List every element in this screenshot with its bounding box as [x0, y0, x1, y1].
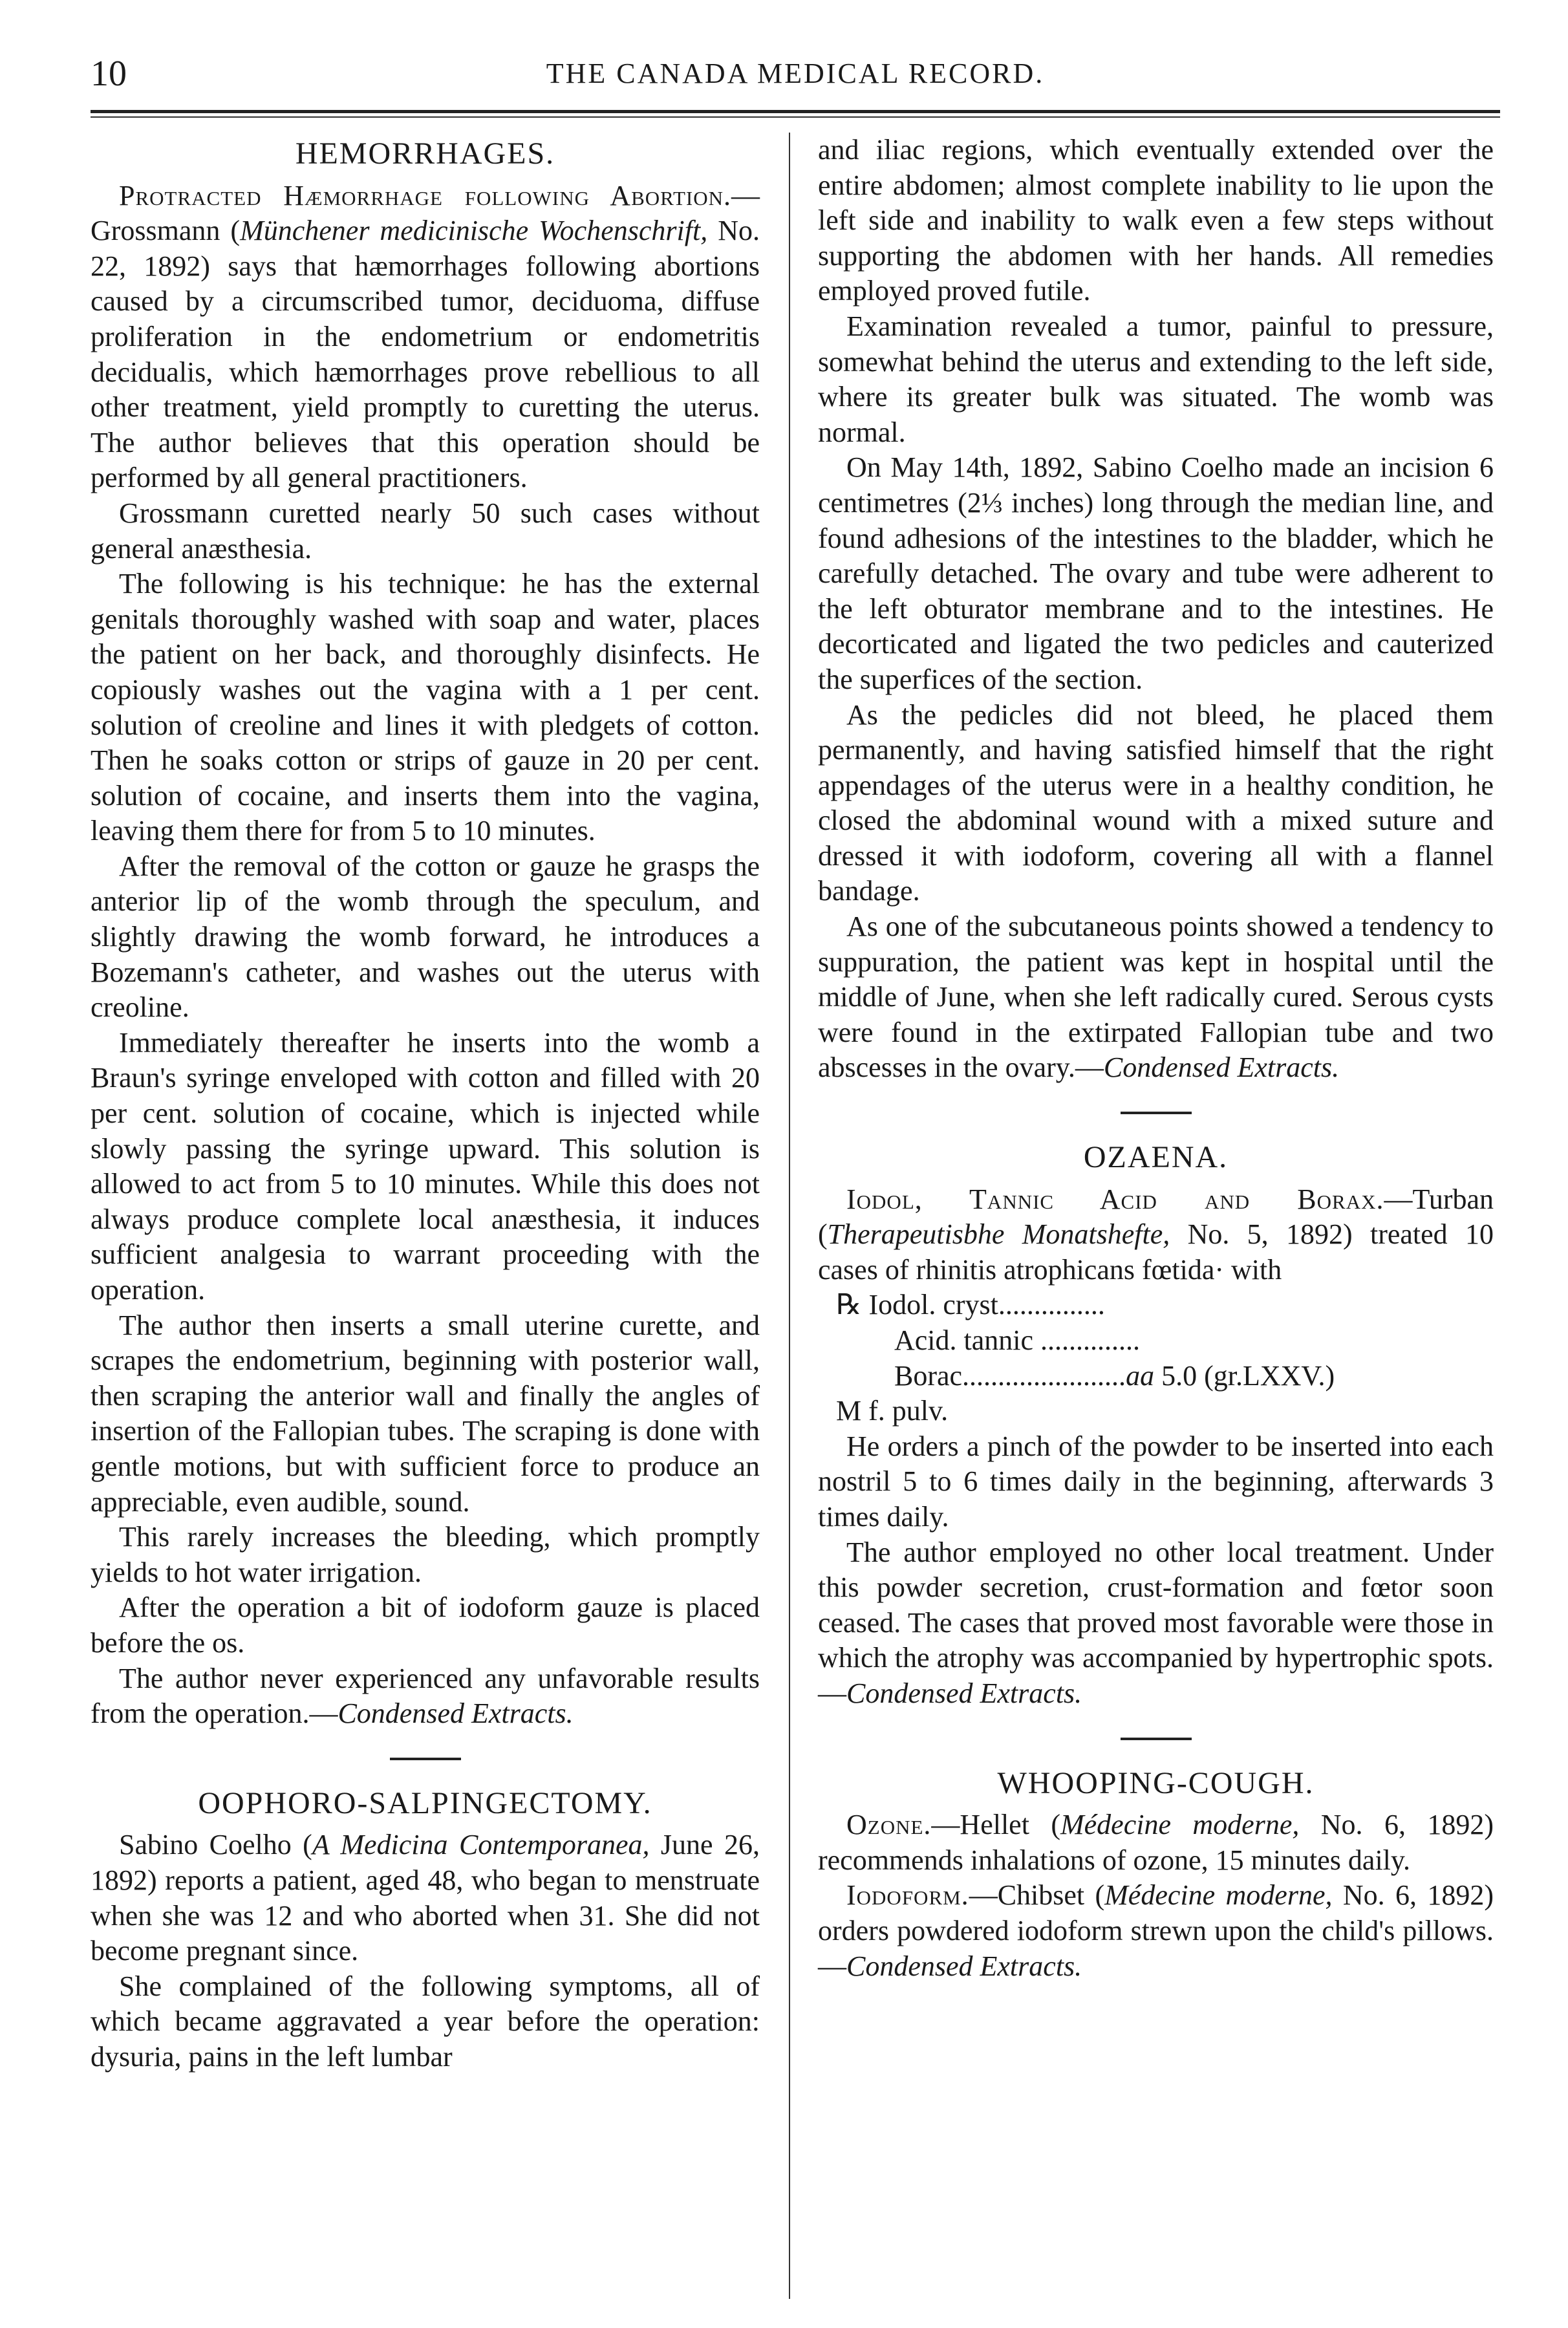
page-header [91, 53, 1500, 111]
article-paragraph: On May 14th, 1892, Sabino Coelho made an incision 6 centimetres (2⅓ inches) long through the median line, and found adhesions of the intestines to the bladder, which he carefully detached. The ovary and tube were adherent to the left obturator membrane and to the intestines. He decorticated and ligated the two pedicles and cauterized the superfices of the section. [818, 451, 1494, 695]
article-paragraph: The author then inserts a small uterine curette, and scrapes the endometrium, beginning with posterior wall, then scraping the anterior wall and finally the angles of insertion of the Fallopian tubes. The scraping is done with gentle motions, but with sufficient force to produce an appreciable, even audible, sound. [91, 1309, 760, 1518]
article-paragraph: Immediately thereafter he inserts into the womb a Braun's syringe enveloped with cotton and filled with 20 per cent. solution of cocaine, which is injected while slowly passing the syringe upward. This solution is allowed to act from 5 to 10 minutes. While this does not always produce complete local anæsthesia, it induces sufficient analgesia to warrant proceeding with the operation. [91, 1026, 760, 1306]
section-heading-whooping-cough: WHOOPING-COUGH. [997, 1765, 1315, 1800]
source-credit: Condensed Extracts. [338, 1697, 574, 1730]
prescription-line [818, 1288, 1494, 1323]
article-paragraph: and iliac regions, which eventually extended over the entire abdomen; almost complete inability to lie upon the left side and inability to walk even a few steps without supporting the abdomen with her hands. All remedies employed proved futile. [818, 134, 1494, 307]
paragraph-text: —Grossmann ( [91, 179, 760, 247]
prescription-text: 5.0 (gr.LXXV.) [1154, 1359, 1335, 1392]
journal-title: A Medicina Contemporanea, [312, 1829, 650, 1861]
paragraph-text: Sabino Coelho ( [119, 1829, 312, 1861]
prescription-text: Borac....................... [894, 1359, 1126, 1392]
paragraph-text: The author employed no other local treatment. Under this powder secretion, crust-formation and fœtor soon ceased. The cases that proved most favorable were those in which the atrophy was accompanied by hypertrophic spots.— [818, 1536, 1494, 1709]
paragraph-text: No. 6, 1892) recommends inhalations of ozone, 15 minutes daily. [818, 1809, 1494, 1876]
paragraph-text: —Hellet ( [931, 1809, 1060, 1841]
article-paragraph [818, 909, 1494, 1086]
paragraph-text: No. 22, 1892) says that hæmorrhages following abortions caused by a circumscribed tumor, deciduoma, diffuse proliferation in the endometrium or endometritis decidualis, which hæmorrhages prove rebellious to all other treatment, yield promptly to curetting the uterus. The author believes that this operation should be performed by all general practitioners. [91, 215, 760, 494]
article-paragraph [91, 178, 760, 496]
running-title: THE CANADA MEDICAL RECORD. [546, 58, 1045, 89]
article-paragraph: As the pedicles did not bleed, he placed them permanently, and having satisfied himself that the right appendages of the uterus were in a healthy condition, he closed the abdominal wound with a mixed suture and dressed it with iodoform, covering all with a flannel bandage. [818, 698, 1494, 907]
article-lead: Protracted Hæmorrhage following Abortion. [119, 179, 731, 211]
paragraph-text: No. 6, 1892) orders powdered iodoform strewn upon the child's pillows.— [818, 1879, 1494, 1982]
source-credit: Condensed Extracts. [1103, 1051, 1340, 1084]
article-paragraph [818, 1878, 1494, 1984]
source-credit: Condensed Extracts. [846, 1950, 1082, 1982]
prescription-aa: aa [1126, 1359, 1155, 1392]
right-column [818, 133, 1494, 1984]
article-lead: Iodol, Tannic Acid and Borax. [846, 1183, 1384, 1215]
page-number: 10 [91, 54, 127, 94]
article-paragraph: Examination revealed a tumor, painful to pressure, somewhat behind the uterus and extending to the left side, where its greater bulk was situated. The womb was normal. [818, 310, 1494, 448]
article-lead: Ozone. [846, 1809, 932, 1841]
rx-symbol: ℞ [836, 1288, 862, 1322]
section-separator [1121, 1112, 1192, 1114]
article-lead: Iodoform. [846, 1879, 969, 1912]
section-heading-oophoro-salpingectomy: OOPHORO-SALPINGECTOMY. [198, 1785, 652, 1820]
article-paragraph: Grossmann curetted nearly 50 such cases without general anæsthesia. [91, 497, 760, 565]
paragraph-text: June 26, 1892) reports a patient, aged 48, who began to menstruate when she was 12 and who aborted when 31. She did not become pregnant since. [91, 1829, 760, 1967]
section-heading-ozaena: OZAENA. [1083, 1140, 1229, 1175]
article-paragraph: After the operation a bit of iodoform gauze is placed before the os. [91, 1591, 760, 1659]
prescription-line: M f. pulv. [836, 1395, 949, 1427]
article-paragraph: This rarely increases the bleeding, which promptly yields to hot water irrigation. [91, 1521, 760, 1588]
journal-title: Médecine moderne, [1104, 1879, 1333, 1912]
header-rule-thick [91, 110, 1500, 113]
article-paragraph: She complained of the following symptoms, all of which became aggravated a year before the operation: dysuria, pains in the left lumbar [91, 1970, 760, 2073]
prescription-text: Iodol. cryst............... [861, 1289, 1105, 1321]
article-paragraph [91, 1827, 760, 1968]
paragraph-text: No. 5, 1892) treated 10 cases of rhinitis atrophicans fœtida· with [818, 1218, 1494, 1286]
section-heading-hemorrhages: HEMORRHAGES. [295, 136, 555, 171]
paragraph-text: As one of the subcutaneous points showed a tendency to suppuration, the patient was kept in hospital until the middle of June, when she left radically cured. Serous cysts were found in the extirpated Fallopian tube and two abscesses in the ovary.— [818, 911, 1494, 1084]
section-separator [1121, 1738, 1192, 1740]
article-paragraph [818, 1807, 1494, 1878]
paragraph-text: —Chibset ( [969, 1879, 1105, 1912]
article-paragraph [818, 1182, 1494, 1288]
prescription-line: Acid. tannic .............. [894, 1324, 1141, 1356]
journal-title: Therapeutisbhe Monatshefte, [827, 1218, 1170, 1251]
section-separator [390, 1758, 461, 1760]
paragraph-text: The author never experienced any unfavorable results from the operation.— [91, 1662, 760, 1730]
article-paragraph: He orders a pinch of the powder to be inserted into each nostril 5 to 6 times daily in the beginning, afterwards 3 times daily. [818, 1430, 1494, 1533]
article-paragraph: The following is his technique: he has the external genitals thoroughly washed with soap and water, places the patient on her back, and thoroughly disinfects. He copiously washes out the vagina with a 1 per cent. solution of creoline and lines it with pledgets of cotton. Then he soaks cotton or strips of gauze in 20 per cent. solution of cocaine, and inserts them into the vagina, leaving them there for from 5 to 10 minutes. [91, 568, 760, 847]
column-divider [789, 133, 790, 2299]
article-paragraph: After the removal of the cotton or gauze he grasps the anterior lip of the womb through the speculum, and slightly drawing the womb forward, he introduces a Bozemann's catheter, and washes out the uterus with creoline. [91, 850, 760, 1024]
journal-title: Münchener medicinische Wochenschrift, [240, 215, 708, 247]
paragraph-text: —Turban ( [818, 1183, 1494, 1251]
article-paragraph [818, 1535, 1494, 1712]
source-credit: Condensed Extracts. [846, 1677, 1082, 1709]
left-column [91, 133, 760, 2075]
journal-title: Médecine moderne, [1060, 1809, 1300, 1841]
article-paragraph [91, 1661, 760, 1732]
prescription-line [818, 1359, 1494, 1394]
header-rule-thin [91, 116, 1500, 118]
